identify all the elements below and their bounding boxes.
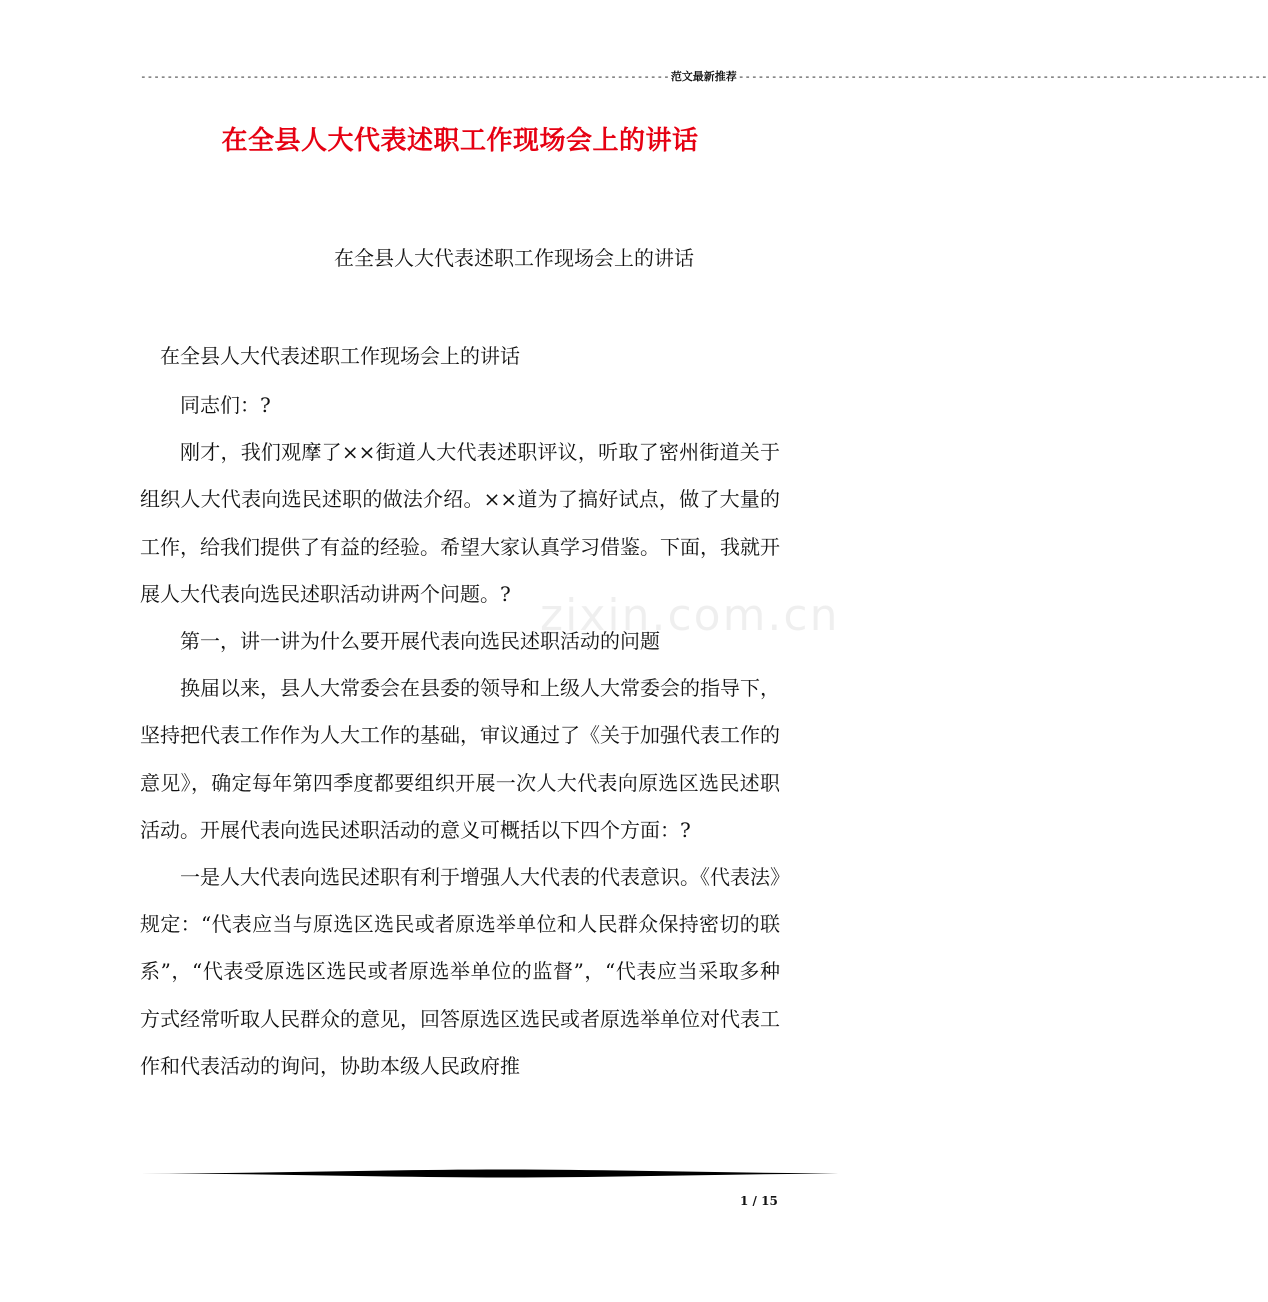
document-subtitle: 在全县人大代表述职工作现场会上的讲话 — [334, 246, 694, 270]
intro-title: 在全县人大代表述职工作现场会上的讲话 — [160, 344, 520, 368]
header-dash-right: -------------------------------------------------------------------------------- — [737, 69, 1268, 83]
paragraph-greeting: 同志们：? — [180, 393, 271, 417]
page-header — [140, 68, 1268, 84]
paragraph-point-one: 一是人大代表向选民述职有利于增强人大代表的代表意识。《代表法》规定：“代表应当与原选区选民或者原选举单位和人民群众保持密切的联系”，“代表受原选区选民或者原选举单位的监督”，“代表应当采取多种方式经常听取人民群众的意见，回答原选区选民或者原选举单位对代表工作和代表活动的询问，协助本级人民政府推 — [140, 865, 780, 1078]
page-number: 1 / 15 — [740, 1194, 778, 1208]
paragraph-background: 换届以来，县人大常委会在县委的领导和上级人大常委会的指导下，坚持把代表工作作为人大工作的基础，审议通过了《关于加强代表工作的意见》，确定每年第四季度都要组织开展一次人大代表向原选区选民述职活动。开展代表向选民述职活动的意义可概括以下四个方面：? — [140, 676, 780, 842]
footer-rule — [140, 1169, 864, 1178]
paragraph-opening: 刚才，我们观摩了××街道人大代表述职评议，听取了密州街道关于组织人大代表向选民述职的做法介绍。××道为了搞好试点，做了大量的工作，给我们提供了有益的经验。希望大家认真学习借鉴。下面，我就开展人大代表向选民述职活动讲两个问题。? — [140, 440, 780, 606]
paragraph-section-heading: 第一，讲一讲为什么要开展代表向选民述职活动的问题 — [180, 629, 660, 654]
document-title: 在全县人大代表述职工作现场会上的讲话 — [221, 126, 699, 156]
header-dash-left: -------------------------------------------------------------------------------- — [140, 69, 670, 83]
header-label: 范文最新推荐 — [670, 70, 737, 83]
watermark: zixin.com.cn — [540, 590, 840, 641]
document-body — [140, 382, 780, 1090]
